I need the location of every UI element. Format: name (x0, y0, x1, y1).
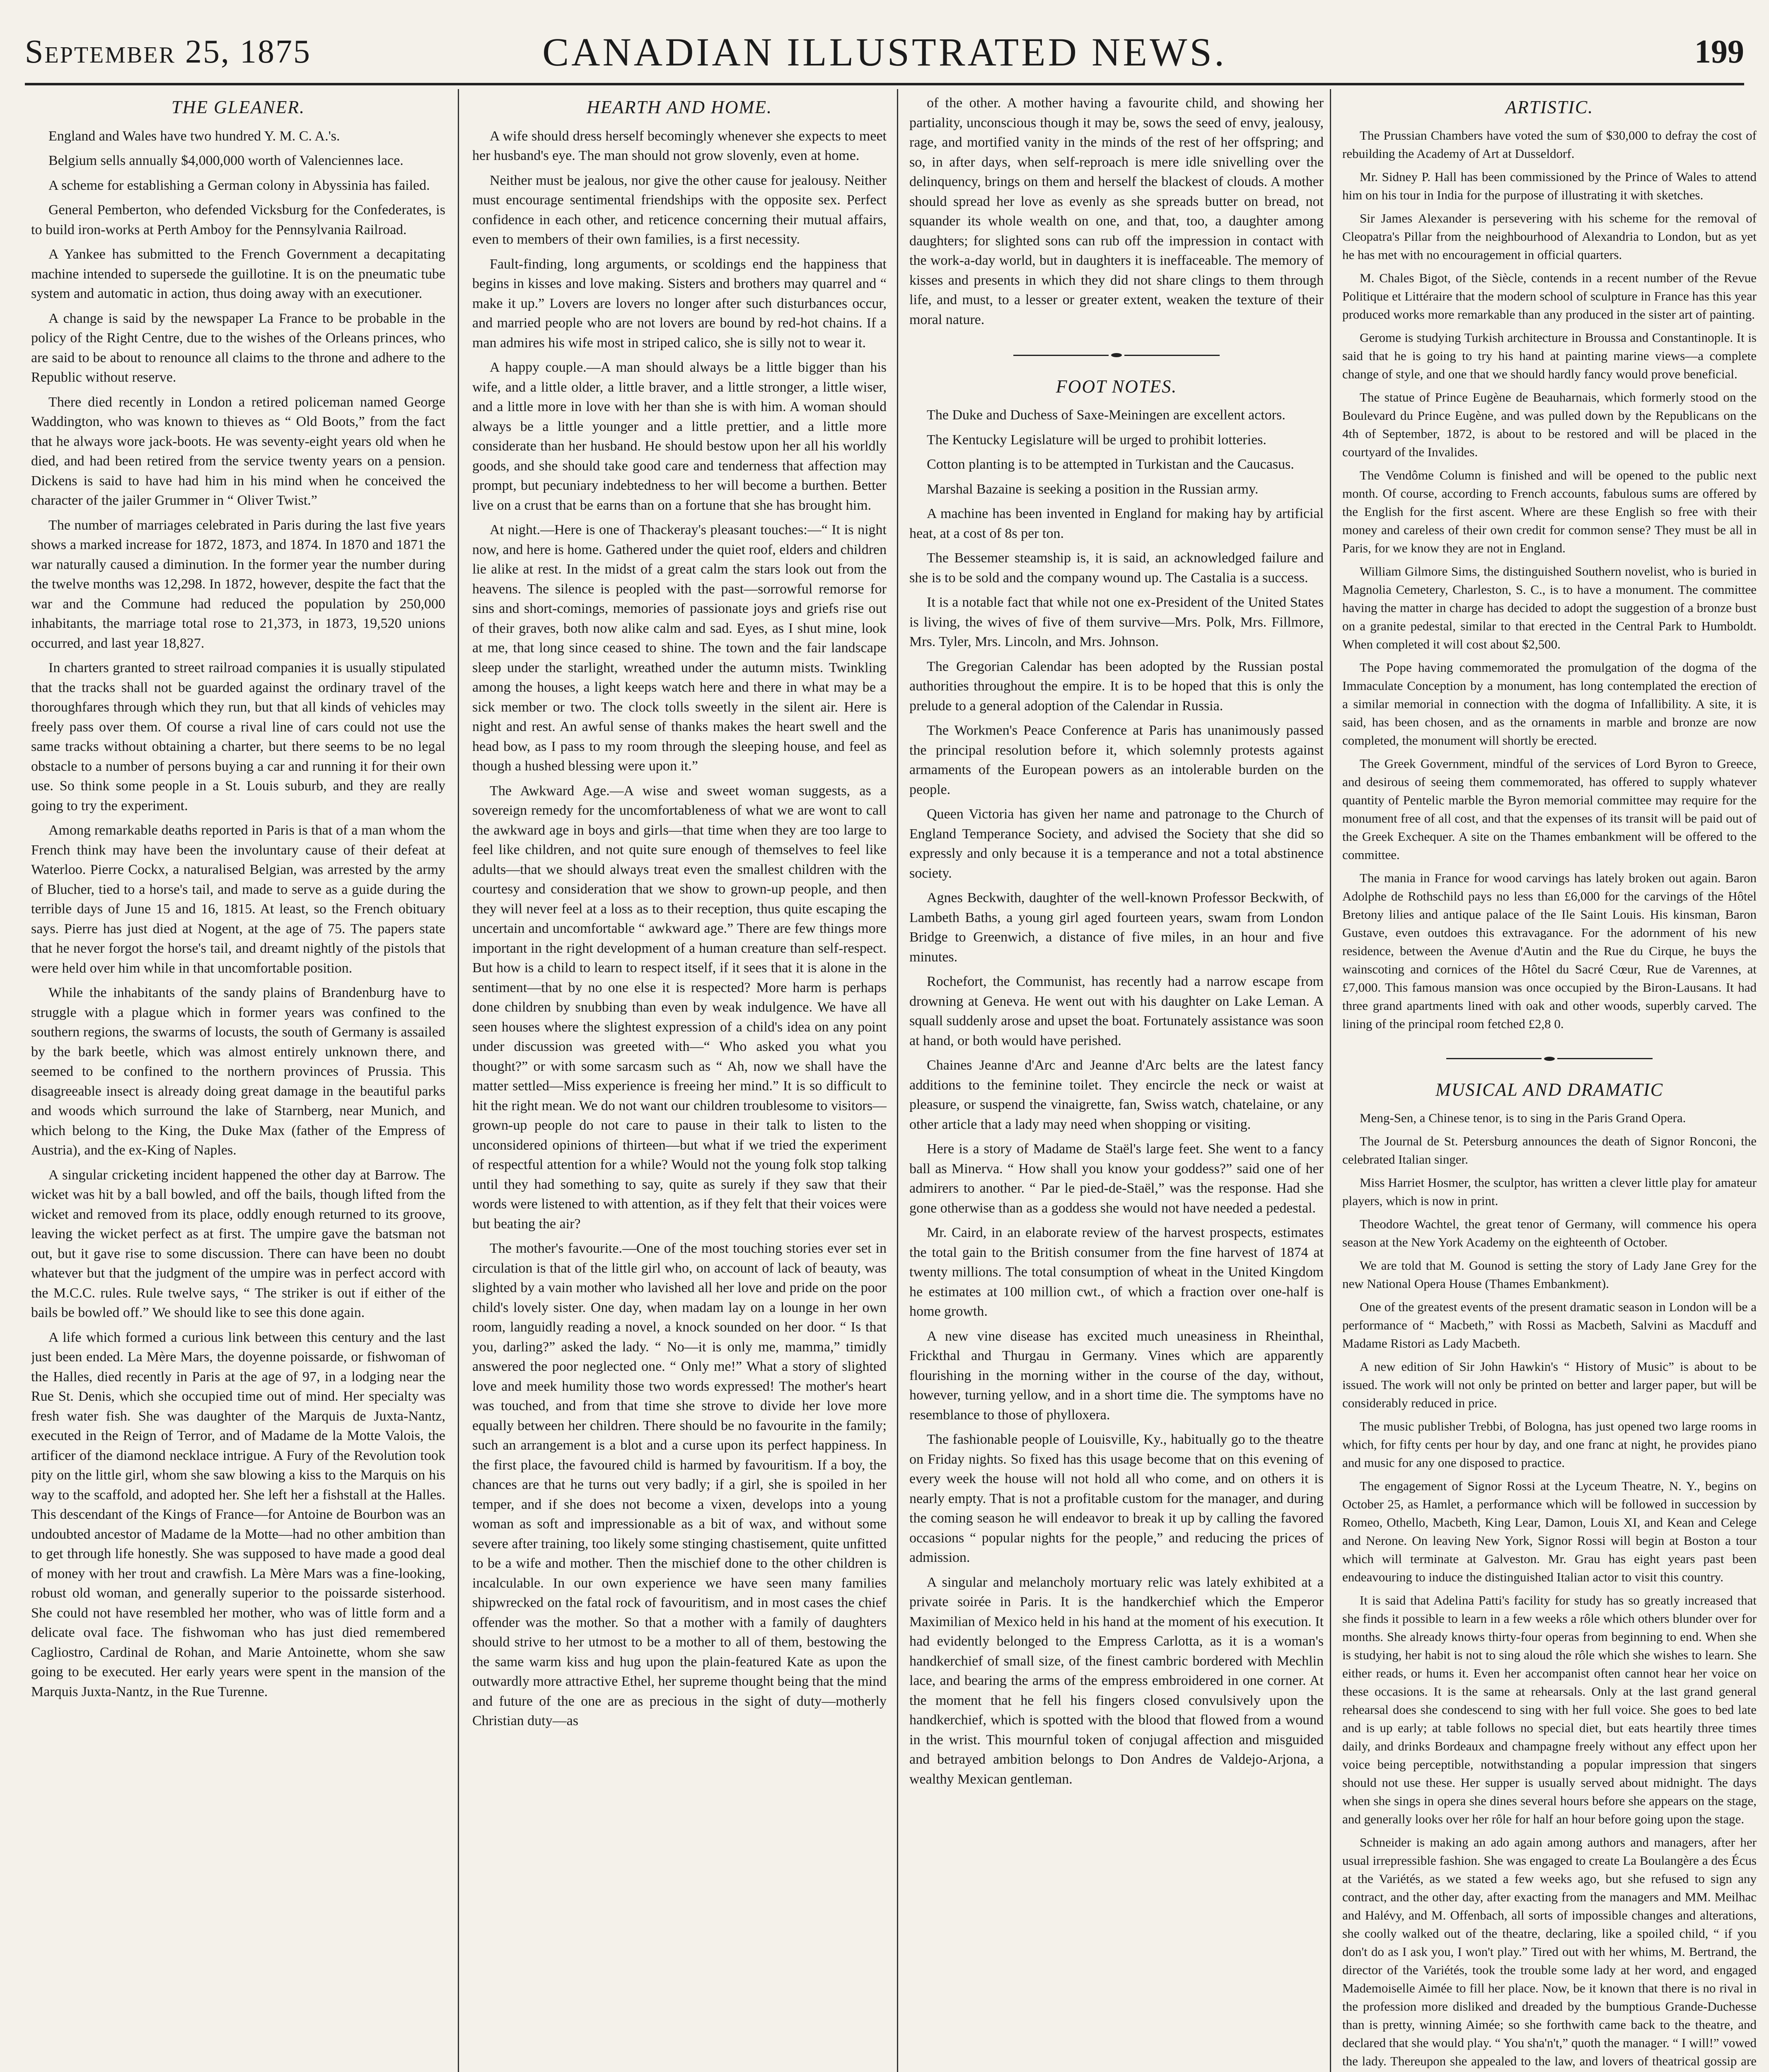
article-paragraph: England and Wales have two hundred Y. M. C. A.'s. (48, 128, 340, 144)
article-paragraph: Meng-Sen, a Chinese tenor, is to sing in the Paris Grand Opera. (1360, 1110, 1686, 1125)
article-paragraph: The fashionable people of Louisville, Ky., habitually go to the theatre on Friday nights. So fixed has this usage become that on this evening of every week the house will not hold all who come, and on others it is nearly empty. That is not a profitable custom for the manager, and during the coming season he will endeavor to break it up by calling the favored occasions “ popular nights for the people,” and reducing the prices of admission. (909, 1432, 1324, 1565)
article-paragraph: A new edition of Sir John Hawkin's “ History of Music” is about to be issued. The work will not only be printed on better and larger paper, but will be considerably reduced in price. (1342, 1359, 1757, 1410)
article-paragraph: A singular cricketing incident happened the other day at Barrow. The wicket was hit by a ball bowled, and off the bails, though lifted from the wicket and removed from its place, oddly enough returned to its groove, leaving the wicket perfect as at first. The umpire gave the batsman not out, but it gave rise to some discussion. There can have been no doubt whatever but that the judgment of the umpire was in perfect accord with the M.C.C. rules. Rule twelve says, “ The striker is out if either of the bails be bowled off.” We should like to see this done again. (31, 1167, 445, 1320)
article-paragraph: The Prussian Chambers have voted the sum of $30,000 to defray the cost of rebuilding the Academy of Art at Dusseldorf. (1342, 128, 1757, 161)
article-paragraph: Among remarkable deaths reported in Paris is that of a man whom the French think may have been the involuntary cause of their defeat at Waterloo. Pierre Cockx, a naturalised Belgian, was arrested by the army of Blucher, tied to a horse's tail, and made to serve as a guide during the terrible days of June 15 and 16, 1815. At least, so the French obituary says. Pierre has just died at Nogent, at the age of 75. The papers state that he never forgot the horse's tail, and dreamt nightly of the pistols that were held over him while in that uncomfortable position. (31, 823, 445, 976)
article-paragraph: Schneider is making an ado again among authors and managers, after her usual irrepressible fashion. She was engaged to create La Boulangère a des Écus at the Variétés, as we stated a few weeks ago, but she refused to sign any contract, and the other day, after exacting from the managers and MM. Meilhac and Halévy, and M. Offenbach, all sorts of impossible changes and alterations, she coolly walked out of the theatre, declaring, like a spoiled child, “ if you don't do as I ask you, I won't play.” Tired out with her whims, M. Bertrand, the director of the Variétés, took the trouble some lady at her word, and engaged Mademoiselle Aimée to fill her place. Now, be it known that there is no rival in the profession more disliked and dreaded by the bumptious Grande-Duchesse than is pretty, winning Aimée; so she forthwith came back to the theatre, and declared that she would play. “ You sha'n't,” quoth the manager. “ I will!” vowed the lady. Thereupon she appealed to the law, and lovers of theatrical gossip are (1342, 1835, 1757, 2068)
article-paragraph: A wife should dress herself becomingly whenever she expects to meet her husband's eye. The man should not grow slovenly, even at home. (472, 128, 887, 163)
article-paragraph: The Journal de St. Petersburg announces the death of Signor Ronconi, the celebrated Italian singer. (1342, 1133, 1757, 1167)
column-1 (31, 93, 445, 2072)
section-heading: ARTISTIC. (1505, 97, 1594, 117)
article-paragraph: Queen Victoria has given her name and patronage to the Church of England Temperance Society, and advised the Society that she did so expressly and only because it is a temperance and not a total abstinence society. (909, 806, 1324, 881)
article-paragraph: M. Chales Bigot, of the Siècle, contends in a recent number of the Revue Politique et Littéraire that the modern school of sculpture in France has this year produced works more remarkable than any produced in the sister art of painting. (1342, 270, 1757, 322)
article-paragraph: Fault-finding, long arguments, or scoldings end the happiness that begins in kisses and love making. Sisters and brothers may quarrel and “ make it up.” Lovers are lovers no longer after such disturbances occur, and married people who are not lovers are bound by red-hot chains. If a man admires his wife most in striped calico, she is silly not to wear it. (472, 256, 887, 351)
column-rule (458, 89, 459, 2072)
article-paragraph: of the other. A mother having a favourite child, and showing her partiality, unconscious though it may be, sows the seed of envy, jealousy, rage, and mortified vanity in the minds of the rest of her offspring; and so, in after days, when self-reproach is mere idle snivelling over the delinquency, brings on them and herself the blackest of clouds. A mother should spread her love as evenly as she spreads butter on bread, not squander its whole wealth on one, and that, too, a daughter among daughters; for slighted sons can rub off the impression in contact with the work-a-day world, but in daughters it is ineffaceable. The memory of kisses and presents in which they did not share clings to them through life, and must, to a lesser or greater extent, weaken the texture of their moral nature. (909, 95, 1324, 327)
article-paragraph: A machine has been invented in England for making hay by artificial heat, at a cost of 8s per ton. (909, 506, 1324, 541)
article-paragraph: A scheme for establishing a German colony in Abyssinia has failed. (48, 177, 430, 193)
column-rule (897, 89, 898, 2072)
article-paragraph: The Duke and Duchess of Saxe-Meiningen are excellent actors. (927, 407, 1286, 423)
article-paragraph: Theodore Wachtel, the great tenor of Germany, will commence his opera season at the New York Academy on the eighteenth of October. (1342, 1216, 1757, 1249)
article-paragraph: Belgium sells annually $4,000,000 worth of Valenciennes lace. (48, 153, 404, 168)
article-paragraph: Mr. Sidney P. Hall has been commissioned by the Prince of Wales to attend him on his tour in India for the purpose of illustrating it with sketches. (1342, 169, 1757, 202)
article-paragraph: The Gregorian Calendar has been adopted by the Russian postal authorities throughout the empire. It is to be hoped that this is only the prelude to a general adoption of the Calendar in Russia. (909, 658, 1324, 714)
header-rule (25, 83, 1744, 85)
article-paragraph: The Workmen's Peace Conference at Paris has unanimously passed the principal resolution before it, which solemnly protests against armaments of the European powers as an intolerable burden on the people. (909, 723, 1324, 797)
section-heading: FOOT NOTES. (1056, 376, 1177, 397)
section-divider (1342, 1048, 1757, 1068)
article-paragraph: Marshal Bazaine is seeking a position in the Russian army. (927, 481, 1259, 497)
article-paragraph: William Gilmore Sims, the distinguished Southern novelist, who is buried in Magnolia Cemetery, Charleston, S. C., is to have a monument. The committee having the matter in charge has decided to adopt the suggestion of a bronze bust on a granite pedestal, similar to that erected in the Central Park to Humboldt. When completed it will cost about $2,500. (1342, 564, 1757, 651)
article-paragraph: A singular and melancholy mortuary relic was lately exhibited at a private soirée in Paris. It is the handkerchief which the Emperor Maximilian of Mexico held in his hand at the moment of his execution. It had evidently belonged to the Empress Carlotta, as it is a woman's handkerchief of small size, of the finest cambric bordered with Mechlin lace, and bearing the arms of the empress embroidered in one corner. At the moment that he fell his fingers closed convulsively upon the handkerchief, which is spotted with the blood that flowed from a wound in the wrist. This mournful token of conjugal affection and misguided and betrayed ambition belongs to Don Andres de Valdejo-Arjona, a wealthy Mexican gentleman. (909, 1574, 1324, 1787)
article-paragraph: Neither must be jealous, nor give the other cause for jealousy. Neither must encourage sentimental friendships with the opposite sex. Perfect confidence in each other, and reticence concerning their mutual affairs, even to members of their own families, is a first necessity. (472, 172, 887, 247)
newspaper-title: CANADIAN ILLUSTRATED NEWS. (542, 30, 1227, 74)
article-paragraph: One of the greatest events of the present dramatic season in London will be a performance of “ Macbeth,” with Rossi as Macbeth, Salvini as Macduff and Madame Ristori as Lady Macbeth. (1342, 1299, 1757, 1351)
article-paragraph: A life which formed a curious link between this century and the last just been ended. La Mère Mars, the doyenne poissarde, or fishwoman of the Halles, died recently in Paris at the age of 97, in a lodging near the Rue St. Denis, which she occupied time out of mind. Her specialty was fresh water fish. She was daughter of the Marquis de Juxta-Nantz, executed in the Reign of Terror, and of Madame de la Motte Valois, the artificer of the diamond necklace intrigue. A Fury of the Revolution took pity on the little girl, whom she saw blowing a kiss to the Marquis on his way to the scaffold, and adopted her. She left her a fishstall at the Halles. This descendant of the Kings of France—for Antoine de Bourbon was an undoubted ancestor of Madame de la Motte—had no other ambition than to get through life honestly. She was supposed to have made a good deal of money with her trout and crawfish. La Mère Mars was a fine-looking, robust old woman, and generally superior to the poissarde sisterhood. She could not have resembled her mother, who was of little form and a delicate oval face. The fishwoman who has just died remembered Cagliostro, Cardinal de Rohan, and Marie Antoinette, whom she saw going to be executed. Her early years were spent in the mansion of the Marquis Juxta-Nantz, in the Rue Turenne. (31, 1329, 445, 1699)
article-paragraph: A change is said by the newspaper La France to be probable in the policy of the Right Centre, due to the wishes of the Orleans princes, who are said to be about to renounce all claims to the throne and adhere to the Republic without reserve. (31, 310, 445, 385)
page-number: 199 (1694, 34, 1744, 70)
article-paragraph: A Yankee has submitted to the French Government a decapitating machine intended to supersede the guillotine. It is on the pneumatic tube system and automatic in action, thus doing away with an executioner. (31, 247, 445, 301)
article-paragraph: Here is a story of Madame de Staël's large feet. She went to a fancy ball as Minerva. “ How shall you know your goddess?” said one of her admirers to another. “ Par le pied-de-Staël,” was the response. Had she gone otherwise than as a goddess she would not have needed a pedestal. (909, 1141, 1324, 1216)
column-3 (909, 93, 1324, 2072)
article-paragraph: The statue of Prince Eugène de Beauharnais, which formerly stood on the Boulevard du Prince Eugène, and was pulled down by the Republicans on the 4th of September, 1872, is about to be restored and will be placed in the courtyard of the Invalides. (1342, 390, 1757, 459)
article-paragraph: Miss Harriet Hosmer, the sculptor, has written a clever little play for amateur players, which is now in print. (1342, 1175, 1757, 1208)
article-paragraph: Gerome is studying Turkish architecture in Broussa and Constantinople. It is said that he is going to try his hand at painting marine views—a complete change of style, and one that we should hardly fancy would prove beneficial. (1342, 330, 1757, 381)
masthead (25, 17, 1744, 79)
article-paragraph: A happy couple.—A man should always be a little bigger than his wife, and a little older, a little braver, and a little stronger, a little wiser, and a little more in love with her than she is with him. A woman should always be a little younger and a little prettier, and a little more considerate than her husband. He should bestow upon her all his worldly goods, and she should take good care and tenderness that affection may prompt, but pecuniary indebtedness to her will become a burthen. Better live on a crust that be earns than on a fortune that she has brought him. (472, 360, 887, 513)
article-paragraph: Cotton planting is to be attempted in Turkistan and the Caucasus. (927, 457, 1294, 472)
column-4 (1342, 93, 1757, 2072)
article-paragraph: The number of marriages celebrated in Paris during the last five years shows a marked increase for 1872, 1873, and 1874. In 1870 and 1871 the war naturally caused a diminution. In the former year the number during the twelve months was 12,298. In 1872, however, despite the fact that the war and the Commune had reduced the population by 250,000 inhabitants, the marriage total rose to 21,373, in 1873, 19,520 unions occurred, and last year 18,827. (31, 517, 445, 651)
section-heading: HEARTH AND HOME. (587, 97, 772, 117)
section-heading: MUSICAL AND DRAMATIC (1435, 1080, 1664, 1100)
article-paragraph: The Pope having commemorated the promulgation of the dogma of the Immaculate Conception by a monument, has long contemplated the erection of a similar memorial in connection with the dogma of Infallibility. A site, it is said, has been chosen, and as the ornaments in marble and bronze are now completed, the monument will shortly be erected. (1342, 660, 1757, 748)
article-paragraph: The Awkward Age.—A wise and sweet woman suggests, as a sovereign remedy for the uncomfortableness of what we are wont to call the awkward age in boys and girls—that time when they are too large to feel like children, and not quite sure enough of themselves to feel like adults—that we should always treat even the smallest children with the courtesy and consideration that we show to grown-up people, and then they will never feel at a loss as to their reception, thus quite escaping the uncertain and uncomfortable “ awkward age.” There are few things more important in the right development of a human creature than self-respect. But how is a child to learn to respect itself, if it sees that it is alone in the sentiment—that by no one else it is respected? More harm is perhaps done children by snubbing than even by weak indulgence. We have all seen houses where the slightest expression of a child's idea on any point under discussion was greeted with—“ Who asked you what you thought?” or with some sarcasm such as “ Ah, now we shall have the matter settled—Miss experience is freeing her mind.” It is so difficult to hit the right mean. We do not want our children troublesome to visitors—grown-up people do not care to pause in their talk to listen to the unconsidered opinions of thirteen—but what if we tried the experiment of respectful attention for a while? Would not the young folk stop talking until they had something to say, quite as surely if they saw that their words were listened to with attention, as if they felt that their voices were but beating the air? (472, 783, 887, 1232)
article-paragraph: Agnes Beckwith, daughter of the well-known Professor Beckwith, of Lambeth Baths, a young girl aged fourteen years, swam from London Bridge to Greenwich, a distance of five miles, in an hour and five minutes. (909, 890, 1324, 965)
article-paragraph: The Greek Government, mindful of the services of Lord Byron to Greece, and desirous of seeing them commemorated, has offered to supply whatever quantity of Pentelic marble the Byron memorial committee may require for the monument free of all cost, and that the expenses of its transit will be paid out of the Greek Exchequer. A site on the Thames embankment will be offered to the committee. (1342, 756, 1757, 862)
column-2 (472, 93, 887, 2072)
article-paragraph: At night.—Here is one of Thackeray's pleasant touches:—“ It is night now, and here is home. Gathered under the quiet roof, elders and children lie alike at rest. In the midst of a great calm the stars look out from the heavens. The silence is peopled with the past—sorrowful remorse for sins and short-comings, memories of passionate joys and griefs rise out of their graves, both now alike calm and sad. Eyes, as I shut mine, look at me, that long since ceased to shine. The town and the fair landscape sleep under the starlight, wreathed under the autumn mists. Twinkling among the houses, a light keeps watch here and there in what may be a sick member or two. The clock tolls sweetly in the silent air. Here is night and rest. An awful sense of thanks makes the heart swell and the head bow, as I pass to my room through the sleeping house, and feel as though a hushed blessing were upon it.” (472, 522, 887, 774)
section-divider (909, 344, 1324, 364)
section-heading: THE GLEANER. (171, 97, 305, 117)
article-paragraph: We are told that M. Gounod is setting the story of Lady Jane Grey for the new National Opera House (Thames Embankment). (1342, 1258, 1757, 1291)
article-paragraph: The music publisher Trebbi, of Bologna, has just opened two large rooms in which, for fifty cents per hour by day, and one franc at night, he provides piano and music for any one disposed to practice. (1342, 1418, 1757, 1470)
article-paragraph: Mr. Caird, in an elaborate review of the harvest prospects, estimates the total gain to the British consumer from the fine harvest of 1874 at twenty millions. The total consumption of wheat in the United Kingdom he estimates at 100 million cwt., of which a fraction over one-half is home growth. (909, 1225, 1324, 1319)
column-rule (1330, 89, 1331, 2072)
article-paragraph: A new vine disease has excited much uneasiness in Rheinthal, Frickthal and Thurgau in Germany. Vines which are apparently flourishing in the morning wither in the course of the day, without, however, turning yellow, and in a short time die. The symptoms have no resemblance to those of phylloxera. (909, 1328, 1324, 1423)
article-paragraph: Sir James Alexander is persevering with his scheme for the removal of Cleopatra's Pillar from the neighbourhood of Alexandria to London, but as yet he has met with no encouragement in official quarters. (1342, 211, 1757, 262)
article-paragraph: General Pemberton, who defended Vicksburg for the Confederates, is to build iron-works at Perth Amboy for the Pennsylvania Railroad. (31, 202, 445, 237)
article-paragraph: It is a notable fact that while not one ex-President of the United States is living, the wives of five of them survive—Mrs. Polk, Mrs. Fillmore, Mrs. Tyler, Mrs. Lincoln, and Mrs. Johnson. (909, 595, 1324, 649)
article-paragraph: The Kentucky Legislature will be urged to prohibit lotteries. (927, 432, 1266, 448)
article-paragraph: While the inhabitants of the sandy plains of Brandenburg have to struggle with a plague which in former years was confined to the southern regions, the swarms of locusts, the south of Germany is assailed by the bark beetle, which was almost entirely unknown there, and seemed to be confined to the northern provinces of Prussia. This disagreeable insect is already doing great damage in the beautiful parks and woods which surround the lake of Starnberg, near Munich, and which belong to the King, the Duke Max (father of the Empress of Austria), and the ex-King of Naples. (31, 985, 445, 1158)
article-paragraph: In charters granted to street railroad companies it is usually stipulated that the tracks shall not be guarded against the ordinary travel of the thoroughfares through which they run, but that all kinds of vehicles may freely pass over them. Of course a rival line of cars could not use the same tracks without obtaining a charter, but there seems to be no legal obstacle to a number of persons buying a car and running it for their own use. So think some people in a St. Louis suburb, and they are really going to try the experiment. (31, 660, 445, 813)
issue-date: September 25, 1875 (25, 34, 311, 70)
article-paragraph: Rochefort, the Communist, has recently had a narrow escape from drowning at Geneva. He went out with his daughter on Lake Leman. A squall suddenly arose and upset the boat. Fortunately assistance was soon at hand, or both would have perished. (909, 974, 1324, 1048)
article-paragraph: It is said that Adelina Patti's facility for study has so greatly increased that she finds it possible to learn in a few weeks a rôle which others blunder over for months. She already knows thirty-four operas from beginning to end. When she is studying, her habit is not to sing aloud the rôle which she wishes to learn. She either reads, or hums it. Even her accompanist often cannot hear her voice on these occasions. It is the same at rehearsals. Only at the last grand general rehearsal does she condescend to sing with her full voice. She goes to bed late and is up early; at table follows no special diet, but eats heartily three times daily, and drinks Bordeaux and champagne freely without any effect upon her voice being perceptible, notwithstanding a popular impression that singers should not use these. Her supper is usually served about midnight. The days when she sings in opera she dines several hours before she appears on the stage, and generally looks over her rôle for half an hour before going upon the stage. (1342, 1593, 1757, 1826)
article-paragraph: There died recently in London a retired policeman named George Waddington, who was known to thieves as “ Old Boots,” from the fact that he always wore jack-boots. He was seventy-eight years old when he died, and had been retired from the service twenty years on a pension. Dickens is said to have had him in his mind when he conceived the character of the jailer Grummer in “ Oliver Twist.” (31, 394, 445, 508)
article-paragraph: The mother's favourite.—One of the most touching stories ever set in circulation is that of the little girl who, on account of lack of beauty, was slighted by a vain mother who lavished all her love and pride on the poor child's lovely sister. One day, when madam lay on a lounge in her own room, languidly reading a novel, a knock sounded on her door. “ Is that you, darling?” asked the lady. “ No—it is only me, mamma,” timidly answered the poor neglected one. “ Only me!” What a story of slighted love and meek humility those two words expressed! The mother's heart was touched, and from that time she strove to divide her love more equally between her children. There should be no favourite in the family; such an arrangement is a blot and a curse upon its perfect happiness. In the first place, the favoured child is harmed by favouritism. If a boy, the chances are that he turns out very badly; if a girl, she is spoiled in her temper, and if she does not become a vixen, develops into a young woman as soft and impressionable as a bit of wax, and without some severe after training, too likely some stinging chastisement, quite unfitted to be a wife and mother. Then the mischief done to the other children is incalculable. In our own experience we have seen many families shipwrecked on the fatal rock of favouritism, and in most cases the chief offender was the mother. So that a mother with a family of daughters should strive to her utmost to be a mother to all of them, bestowing the the same warm kiss and hug upon the plain-featured Kate as upon the outwardly more attractive Ethel, her supreme thought being that the mind and future of the one are as precious in the sight of duty—motherly Christian duty—as (472, 1241, 887, 1728)
article-paragraph: Chaines Jeanne d'Arc and Jeanne d'Arc belts are the latest fancy additions to the feminine toilet. They encircle the neck or waist at pleasure, or suspend the vinaigrette, fan, Swiss watch, chatelaine, or any other article that a lady may need when shopping or visiting. (909, 1058, 1324, 1132)
article-paragraph: The Bessemer steamship is, it is said, an acknowledged failure and she is to be sold and the company wound up. The Castalia is a success. (909, 550, 1324, 586)
article-paragraph: The engagement of Signor Rossi at the Lyceum Theatre, N. Y., begins on October 25, as Hamlet, a performance which will be followed in succession by Romeo, Othello, Macbeth, King Lear, Damon, Louis XI, and Kean and Celege and Nerone. On leaving New York, Signor Rossi will begin at Boston a tour which will terminate at Galveston. Mr. Grau has eight years past been endeavouring to induce the distinguished Italian actor to visit this country. (1342, 1478, 1757, 1584)
article-paragraph: The Vendôme Column is finished and will be opened to the public next month. Of course, according to French accounts, fabulous sums are offered by the English for the first ascent. Where are these English so free with their money and careless of their own credit for common sense? They must be all in Paris, for we know they are not in England. (1342, 467, 1757, 555)
article-paragraph: The mania in France for wood carvings has lately broken out again. Baron Adolphe de Rothschild pays no less than £6,000 for the carvings of the Hôtel Bretony lilies and antique palace of the Ile Saint Louis. His kinsman, Baron Gustave, even outdoes this extravagance. For the adornment of his new residence, between the Avenue d'Autin and the Rue du Cirque, he buys the wainscoting and cornices of the Hôtel du Sacré Cœur, Rue de Varennes, at £7,000. This famous mansion was once occupied by the Biron-Lausans. It had three grand apartments lined with oak and other woods, superbly carved. The lining of the principal room fetched £2,8 0. (1342, 870, 1757, 1031)
